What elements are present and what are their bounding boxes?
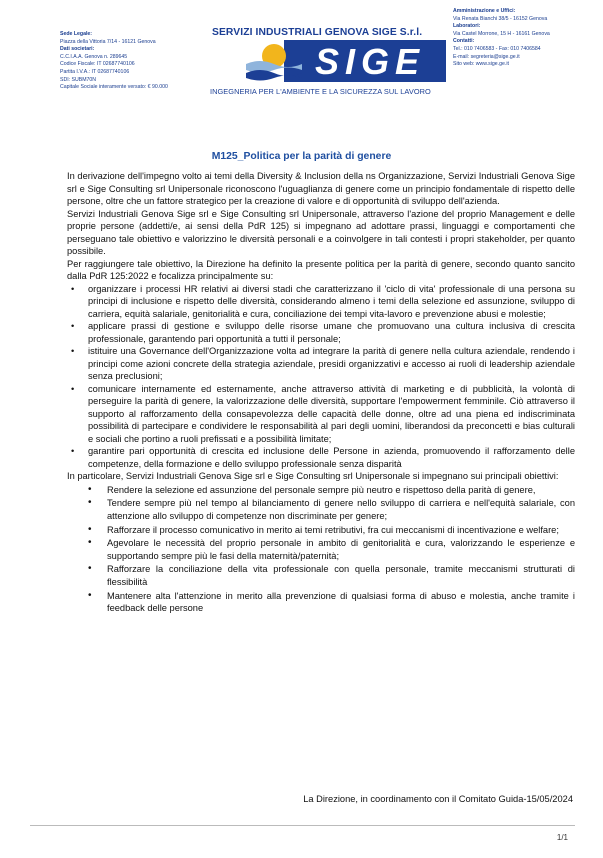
- bullet-icon: •: [71, 446, 75, 456]
- logo-text: SIGE: [314, 41, 426, 82]
- sige-logo: [246, 40, 446, 82]
- list-item: • Mantenere alta l'attenzione in merito alla prevenzione di qualsiasi forma di abuso e molestia, anche tramite i feedback delle persone: [88, 589, 575, 614]
- list-item: • Rafforzare la conciliazione della vita professionale con quella personale, tramite meccanismi strutturati di flessibilità: [88, 563, 575, 587]
- list-item: • istituire una Governance dell'Organizzazione volta ad integrare la parità di genere nella cultura aziendale, rendendo i principi come azioni concrete della strategia aziendale, presidi organizzativi e accesso ai ruoli di leadership aziendale senza preclusioni;: [71, 346, 575, 381]
- objectives-intro: In particolare, Servizi Industriali Genova Sige srl e Sige Consulting srl Unipersonale si impegnano sui principali obiettivi:: [67, 471, 559, 481]
- header-value: Via Castel Morrone, 15 H - 16161 Genova: [453, 30, 550, 37]
- list-item: • garantire pari opportunità di crescita ed inclusione delle Persone in azienda, promuovendo il rafforzamento delle competenze, della formazione e dello sviluppo professionale senza disparità: [71, 446, 575, 469]
- header-value: Partita I.V.A.: IT 02687740106: [60, 68, 130, 75]
- list-item: • Agevolare le necessità del proprio personale in ambito di genitorialità e cura, valorizzando le esperienze e supportando sempre più le fasi della maternità/paternità;: [88, 537, 575, 561]
- header-contact-info: [453, 8, 593, 69]
- list-item: • comunicare internamente ed esternamente, anche attraverso attività di marketing e di pubblicità, la volontà di perseguire la parità di genere, la valorizzazione delle diversità, supportare l'empowerment femminile. Ciò attraverso il supporto al rafforzamento della consapevolezza delle capacità delle donne, oltre ad una piena ed indiscriminata possibilità di partecipare e condividere le responsabilità al pari degli uomini, liberandosi da preconcetti e bias culturali e sociali che portino a ruoli prefissati e a possibilità limitate;: [71, 383, 575, 444]
- focus-list: [67, 283, 575, 471]
- header-value: Sito web: www.sige.ge.it: [453, 61, 509, 68]
- bullet-icon: •: [71, 283, 75, 294]
- header-value: Tel.: 010 7406583 - Fax: 010 7406584: [453, 45, 541, 52]
- list-item: • Rafforzare il processo comunicativo in merito ai temi retributivi, fra cui meccanismi di incentivazione e welfare;: [88, 523, 559, 535]
- list-item: • applicare prassi di gestione e sviluppo delle risorse umane che promuovano una cultura inclusiva di crescita professionale, garantendo pari opportunità a tutti il personale;: [71, 321, 575, 344]
- bullet-icon: •: [88, 497, 92, 509]
- header-value: Capitale Sociale interamente versato: € 90.000: [60, 84, 168, 91]
- intro-paragraph: Servizi Industriali Genova Sige srl e Sige Consulting srl Unipersonale, attraverso l'azione del proprio Management e delle proprie persone (addetti/e, ai sensi della PdR 125) si impegnano ad adottare prassi, linguaggi e comportamenti che perseguano tale obiettivo e valorizzino le diversità personali e a coinvolgere in tali contesti i propri stakeholder, per quanto possibile.: [67, 208, 575, 256]
- intro-paragraph: Per raggiungere tale obiettivo, la Direzione ha definito la presente politica per la parità di genere, secondo quanto sancito dalla PdR 125:2022 e focalizza principalmente su:: [67, 258, 575, 281]
- header-value: Piazza della Vittoria 7/14 - 16121 Genova: [60, 38, 156, 45]
- header-value: SDI: SUBM70N: [60, 76, 97, 83]
- bullet-icon: •: [71, 346, 75, 356]
- header-value: E-mail: segreteria@sige.ge.it: [453, 53, 520, 60]
- footer-divider: [30, 825, 575, 826]
- bullet-icon: •: [88, 537, 92, 549]
- list-item: • organizzare i processi HR relativi ai diversi stadi che caratterizzano il 'ciclo di vita' professionale di una persona su principi di inclusione e rispetto delle diversità, considerando almeno i temi della selezione ed assunzione, sviluppo di carriera, equità salariale, genitorialità e cura, conciliazione dei tempi vita-lavoro e prevenzione abusi e molestie;: [71, 283, 575, 319]
- header-label: Sede Legale:: [60, 31, 93, 37]
- header-label: Dati societari:: [60, 46, 95, 53]
- bullet-icon: •: [71, 383, 75, 394]
- intro-paragraph: In derivazione dell'impegno volto ai temi della Diversity & Inclusion della ns Organizzazione, Servizi Industriali Genova Sige srl e Sige Consulting srl Unipersonale riconoscono l'uguaglianza di genere come un principio fondamentale di rispetto delle persone, oltre che un fattore strategico per la creazione di valore e di opportunità di sviluppo dell'azienda.: [67, 171, 575, 206]
- header-value: C.C.I.A.A. Genova n. 289645: [60, 53, 128, 60]
- list-item: • Tendere sempre più nel tempo al bilanciamento di genere nello sviluppo di carriera e nell'equità salariale, con attenzione allo sviluppo di competenze non discriminate per genere;: [88, 497, 575, 521]
- objectives-list: [67, 484, 575, 615]
- company-name: SERVIZI INDUSTRIALI GENOVA SIGE S.r.l.: [212, 27, 423, 38]
- header-label: Amministrazione e Uffici:: [453, 8, 516, 14]
- header-value: Via Renata Bianchi 38/5 - 16152 Genova: [453, 15, 548, 22]
- header-label: Laboratori:: [453, 23, 481, 30]
- header-label: Contatti:: [453, 38, 475, 45]
- header-value: Codice Fiscale: IT 02687740106: [60, 61, 135, 68]
- bullet-icon: •: [88, 563, 92, 575]
- bullet-icon: •: [71, 321, 75, 331]
- signature: La Direzione, in coordinamento con il Comitato Guida-15/05/2024: [303, 794, 573, 804]
- list-item: • Rendere la selezione ed assunzione del personale sempre più neutro e rispettoso della parità di genere,: [88, 483, 536, 495]
- document-body: [67, 170, 575, 615]
- header-legal-info: [60, 31, 210, 92]
- page-number: 1/1: [556, 833, 568, 842]
- bullet-icon: •: [88, 589, 92, 601]
- company-tagline: INGEGNERIA PER L'AMBIENTE E LA SICUREZZA SUL LAVORO: [210, 87, 431, 96]
- bullet-icon: •: [88, 523, 92, 535]
- document-title: M125_Politica per la parità di genere: [211, 151, 392, 162]
- bullet-icon: •: [88, 483, 92, 495]
